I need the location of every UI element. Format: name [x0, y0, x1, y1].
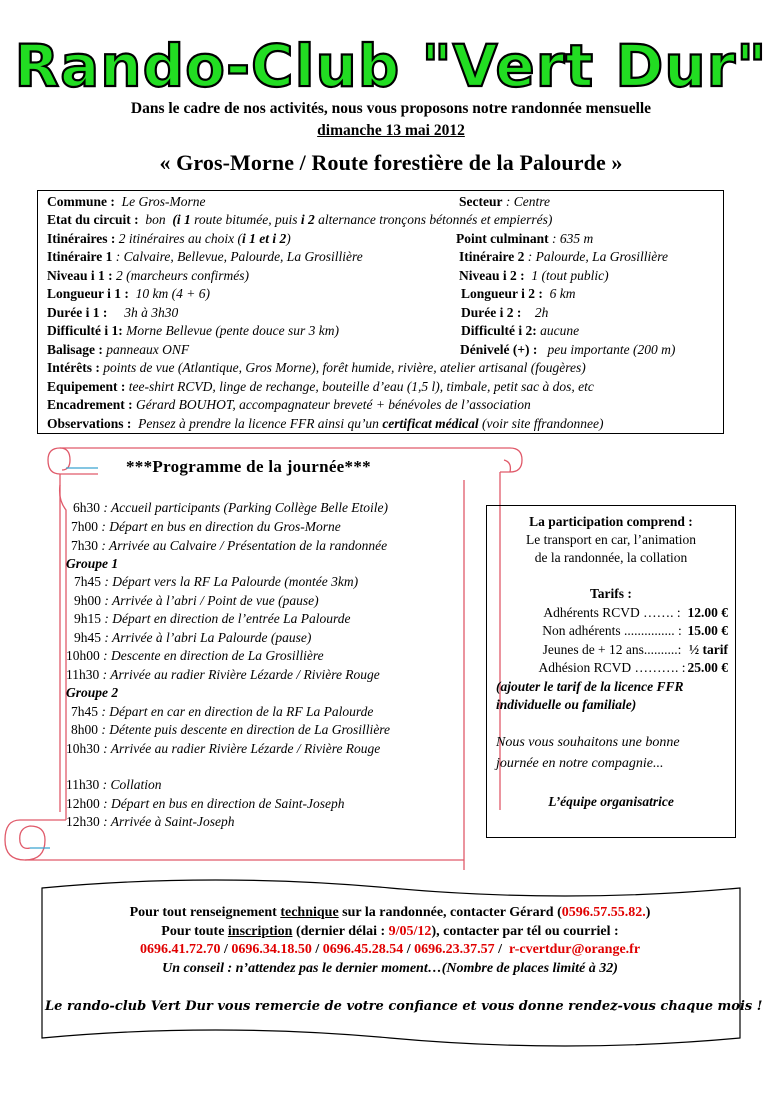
info-niveau2: Niveau i 2 : 1 (tout public) — [459, 268, 609, 283]
programme-item: 7h30 : Arrivée au Calvaire / Présentation de la randonnée — [71, 538, 388, 553]
price-row: Adhésion RCVD ………. : 25.00 € — [538, 660, 728, 675]
info-encadrement: Encadrement : Gérard BOUHOT, accompagnateur breveté + bénévoles de l’association — [47, 397, 531, 412]
info-itin1: Itinéraire 1 : Calvaire, Bellevue, Palourde, La Grosillière — [47, 249, 363, 264]
footer-thanks: Le rando-club Vert Dur vous remercie de votre confiance et vous donne rendez-vous chaque mois ! — [45, 999, 763, 1014]
info-duree1: Durée i 1 : 3h à 3h30 — [47, 305, 179, 320]
footer-phones: 0696.41.72.70 / 0696.34.18.50 / 0696.45.28.54 / 0696.23.37.57 / r-cvertdur@orange.fr — [139, 942, 641, 957]
tarifs-note: (ajouter le tarif de la licence FFR — [496, 679, 684, 694]
programme-item: 7h45 : Départ vers la RF La Palourde (montée 3km) — [74, 574, 359, 589]
info-balisage: Balisage : panneaux ONF — [47, 342, 190, 357]
tarifs-box — [486, 505, 736, 838]
info-observations: Observations : Pensez à prendre la licence FFR ainsi qu’un certificat médical (voir site ffrandonnee) — [47, 416, 604, 431]
info-denivele: Dénivelé (+) : peu importante (200 m) — [460, 342, 676, 357]
programme-item: 7h45 : Départ en car en direction de la RF La Palourde — [71, 704, 374, 719]
team-signature: L’équipe organisatrice — [548, 794, 674, 809]
intro-line: Dans le cadre de nos activités, nous vous proposons notre randonnée mensuelle — [130, 100, 652, 117]
tarifs-note: individuelle ou familiale) — [496, 697, 637, 712]
participation-line: Le transport en car, l’animation — [525, 532, 696, 547]
programme-item: 9h15 : Départ en direction de l’entrée La Palourde — [74, 611, 351, 626]
programme-item: 11h30 : Arrivée au radier Rivière Lézarde / Rivière Rouge — [66, 667, 380, 682]
programme-item: 9h45 : Arrivée à l’abri La Palourde (pause) — [74, 630, 312, 645]
info-culminant: Point culminant : 635 m — [456, 231, 594, 246]
price-row: Jeunes de + 12 ans..........: ½ tarif — [542, 642, 728, 657]
info-equipement: Equipement : tee-shirt RCVD, linge de rechange, bouteille d’eau (1,5 l), timbale, petit sac à dos, etc — [47, 379, 594, 394]
footer-email: r-cvertdur@orange.fr — [509, 942, 641, 957]
club-title-text: Rando-Club "Vert Dur" — [14, 32, 768, 100]
price-row: Non adhérents ............... : 15.00 € — [542, 623, 728, 638]
programme-item: 11h30 : Collation — [66, 777, 162, 792]
info-difficulte1: Difficulté i 1: Morne Bellevue (pente douce sur 3 km) — [47, 323, 340, 338]
intro-date: dimanche 13 mai 2012 — [317, 122, 465, 139]
participation-title: La participation comprend : — [529, 514, 693, 529]
group2-label: Groupe 2 — [66, 685, 119, 700]
tarifs-title: Tarifs : — [590, 586, 632, 601]
info-itin2: Itinéraire 2 : Palourde, La Grosillière — [459, 249, 668, 264]
info-etat: Etat du circuit : bon (i 1 route bitumée, puis i 2 alternance tronçons bétonnés et empierrés) — [47, 212, 553, 227]
info-longueur1: Longueur i 1 : 10 km (4 + 6) — [47, 286, 210, 301]
info-niveau1: Niveau i 1 : 2 (marcheurs confirmés) — [47, 268, 249, 283]
footer-contact-technique: Pour tout renseignement technique sur la randonnée, contacter Gérard (0596.57.55.82.) — [129, 905, 651, 920]
hike-info-box — [37, 190, 724, 434]
info-longueur2: Longueur i 2 : 6 km — [461, 286, 576, 301]
programme-item: 12h30 : Arrivée à Saint-Joseph — [66, 814, 235, 829]
group1-label: Groupe 1 — [66, 556, 119, 571]
wish-line: Nous vous souhaitons une bonne — [496, 735, 680, 750]
participation-line: de la randonnée, la collation — [534, 550, 688, 565]
info-duree2: Durée i 2 : 2h — [461, 305, 549, 320]
programme-item: 8h00 : Détente puis descente en direction de La Grosillière — [71, 722, 391, 737]
hike-subtitle: « Gros-Morne / Route forestière de la Palourde » — [159, 150, 623, 175]
info-difficulte2: Difficulté i 2: aucune — [461, 323, 580, 338]
programme-title: ***Programme de la journée*** — [126, 457, 371, 476]
footer-advice: Un conseil : n’attendez pas le dernier moment…(Nombre de places limité à 32) — [162, 961, 618, 976]
footer-contact-inscription: Pour toute inscription (dernier délai : 9/05/12), contacter par tél ou courriel : — [161, 924, 619, 939]
price-row: Adhérents RCVD ……. : 12.00 € — [543, 605, 728, 620]
programme-item: 9h00 : Arrivée à l’abri / Point de vue (pause) — [74, 593, 319, 608]
info-commune: Commune : Le Gros-Morne — [47, 194, 206, 209]
wish-line: journée en notre compagnie... — [496, 756, 664, 771]
programme-item: 6h30 : Accueil participants (Parking Collège Belle Etoile) — [73, 500, 389, 515]
info-interets: Intérêts : points de vue (Atlantique, Gros Morne), forêt humide, rivière, atelier artisanal (fougères) — [47, 360, 586, 375]
club-title — [8, 28, 774, 100]
info-itineraires: Itinéraires : 2 itinéraires au choix (i 1 et i 2) — [47, 231, 291, 246]
programme-item: 10h30 : Arrivée au radier Rivière Lézarde / Rivière Rouge — [66, 741, 381, 756]
programme-item: 12h00 : Départ en bus en direction de Saint-Joseph — [66, 796, 345, 811]
info-secteur: Secteur : Centre — [459, 194, 550, 209]
programme-item: 10h00 : Descente en direction de La Grosillière — [66, 648, 324, 663]
programme-item: 7h00 : Départ en bus en direction du Gros-Morne — [71, 519, 341, 534]
